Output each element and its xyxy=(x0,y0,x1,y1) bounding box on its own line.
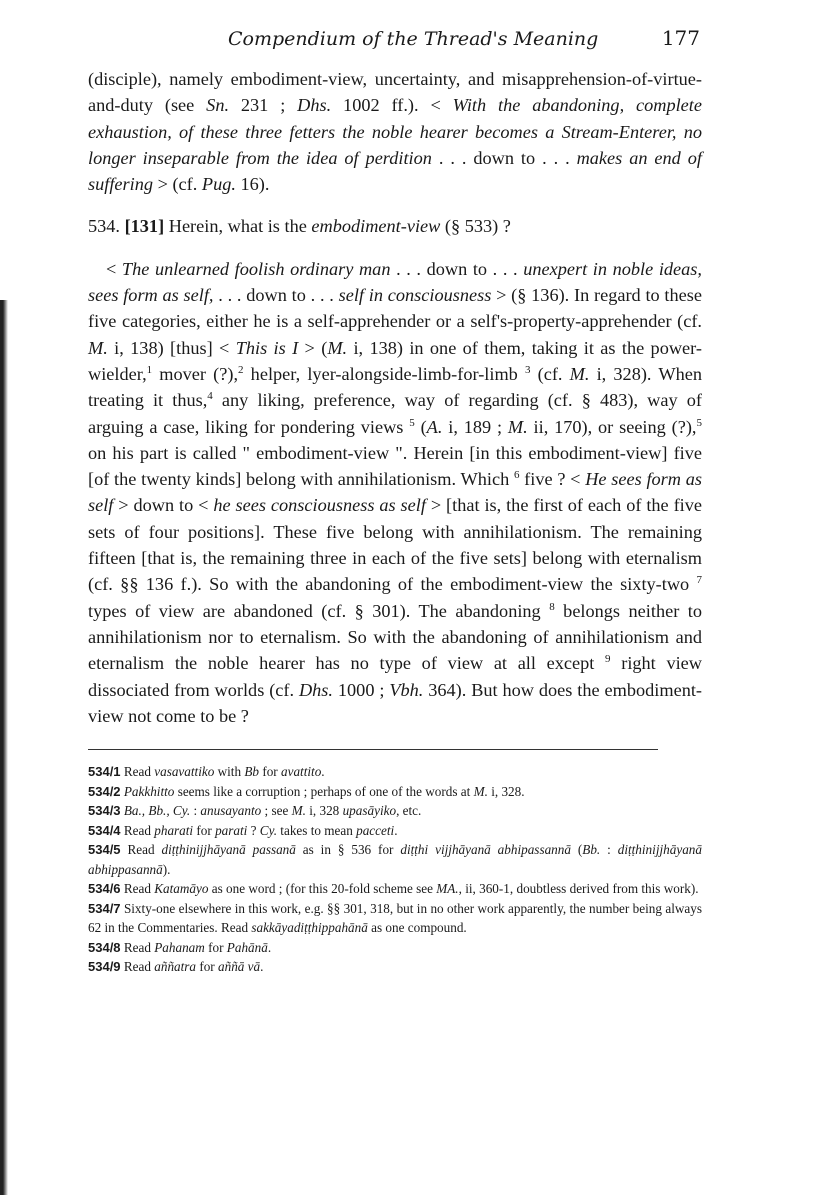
footnote-marker: 7 xyxy=(696,574,702,587)
footnote-number: 534/2 xyxy=(88,783,121,799)
pali-term: Pahanam xyxy=(154,939,205,955)
paragraph-main xyxy=(88,256,702,729)
quoted-text: With the abandoning, complete exhaustion, of these three fetters the noble hearer becomes a Stream-Enterer, no longer inseparable from the idea of perdition xyxy=(88,95,702,168)
text-span: Read xyxy=(120,939,155,955)
text-span: > [that is, the first of each of the five sets of four positions]. These five belong with annihilationism. The remaining fifteen [that is, the remaining three in each of the five sets] belong with eternalism (cf. §§ 136 f.). So with the abandoning of the embodiment-view the sixty-two xyxy=(88,495,702,595)
reference-abbrev: A. xyxy=(426,416,443,437)
text-span: any liking, preference, way of regarding (cf. § 483), way of arguing a case, liking for pondering views xyxy=(88,390,702,437)
pali-term: M. xyxy=(291,803,306,819)
text-span: . xyxy=(321,764,325,780)
text-span: . . . down to . . . xyxy=(213,285,339,306)
quoted-text: He sees form as self xyxy=(88,469,702,516)
book-page xyxy=(88,26,702,977)
reference-abbrev: Dhs. xyxy=(298,679,333,700)
pali-term: anusayanto xyxy=(200,803,262,819)
footnote-marker: 3 xyxy=(524,363,531,376)
text-span: 364). But how does the embodiment-view not come to be ? xyxy=(88,679,703,726)
reference-abbrev: Dhs. xyxy=(297,95,332,116)
text-span: takes to mean xyxy=(277,822,357,838)
pali-term: sakkāyadiṭṭhippahānā xyxy=(251,920,368,936)
quoted-text: The unlearned foolish ordinary man xyxy=(121,258,391,279)
footnote xyxy=(88,762,702,782)
footnote-marker: 8 xyxy=(549,600,555,613)
text-span: i, 189 ; xyxy=(442,416,508,437)
footnote-number: 534/8 xyxy=(88,939,121,955)
pali-term: pharati xyxy=(154,822,194,838)
pali-term: diṭṭhinijjhāyanā abhippasannā xyxy=(88,842,702,877)
text-span: (disciple), namely embodiment-view, uncertainty, and misapprehension-of-virtue-and-duty (see xyxy=(88,69,702,116)
text-span: i, 138) [thus] < xyxy=(107,337,236,358)
pali-term: upasāyiko xyxy=(342,803,397,819)
text-span: as one compound. xyxy=(367,920,467,936)
pali-term: Pahānā xyxy=(226,939,268,955)
text-span: . xyxy=(394,822,398,838)
pali-term: Bb. xyxy=(582,842,601,858)
section-number: 534. xyxy=(88,216,125,237)
text-span: > down to < xyxy=(113,495,214,516)
footnote xyxy=(88,782,702,802)
text-span: on his part is called " embodiment-view ". Herein [in this embodiment-view] five [of the twenty kinds] belong with annihilationism. Which xyxy=(88,442,702,490)
text-span: > (cf. xyxy=(153,174,202,195)
footnote-number: 534/3 xyxy=(88,803,121,819)
footnote-number: 534/1 xyxy=(88,764,121,780)
text-span: ( xyxy=(570,842,583,858)
text-span: seems like a corruption ; perhaps of one of the words at xyxy=(174,783,474,799)
pali-term: aññā vā xyxy=(218,959,261,975)
pali-term: Pakkhitto xyxy=(123,783,175,799)
reference-abbrev: Pug. xyxy=(201,174,236,195)
text-span: 1002 ff.). < xyxy=(331,95,453,116)
text-span: Read xyxy=(120,959,155,975)
running-header xyxy=(88,26,702,60)
text-span: > (§ 136). In regard to these five categories, either he is a self-apprehender or a self's-property-apprehender (cf. xyxy=(88,285,702,332)
footnote xyxy=(88,821,702,841)
text-span: types of view are abandoned (cf. § 301). The abandoning xyxy=(88,600,550,621)
text-span: . xyxy=(260,959,264,975)
footnote xyxy=(88,879,702,899)
footnote-marker: 4 xyxy=(207,390,213,403)
text-span: , ii, 360-1, doubtless derived from this work). xyxy=(458,881,699,897)
pali-term: M. xyxy=(473,783,488,799)
text-span: (cf. xyxy=(530,363,570,384)
reference-abbrev: Sn. xyxy=(206,95,230,116)
text-span: for xyxy=(259,764,281,780)
text-span: Read xyxy=(120,764,155,780)
pali-term: diṭṭhinijjhāyanā passanā xyxy=(161,842,296,858)
text-span: : xyxy=(190,803,201,819)
reference-abbrev: M. xyxy=(327,337,348,358)
text-span: > ( xyxy=(298,337,328,358)
text-span: for xyxy=(204,939,227,955)
footnote-number: 534/4 xyxy=(88,822,121,838)
pali-term: diṭṭhi vijjhāyanā abhipassannā xyxy=(400,842,571,858)
paragraph-continuation xyxy=(88,66,702,197)
pali-term: pacceti xyxy=(356,822,395,838)
text-span: ; see xyxy=(261,803,292,819)
text-span: ? xyxy=(247,822,260,838)
footnote-number: 534/6 xyxy=(88,881,121,897)
text-span: Sixty-one elsewhere in this work, e.g. §§ 301, 318, but in no other work apparently, the number being always 62 in the Commentaries. Read xyxy=(88,900,702,936)
pali-term: parati xyxy=(215,822,248,838)
footnote-number: 534/7 xyxy=(88,900,121,916)
reference-abbrev: M. xyxy=(88,337,108,358)
footnote xyxy=(88,938,702,958)
pali-term: vasavattiko xyxy=(154,764,215,780)
text-span: (§ 533) ? xyxy=(440,216,511,237)
text-span: . . . down to . . . xyxy=(431,147,577,168)
pali-term: aññatra xyxy=(154,959,197,975)
footnote-marker: 1 xyxy=(146,363,153,376)
pali-term: Cy. xyxy=(259,822,277,838)
text-span: mover (?), xyxy=(152,363,239,384)
text-span: ii, 170), or seeing (?), xyxy=(527,416,697,437)
pali-term: Bb xyxy=(244,764,260,780)
footnote-number: 534/9 xyxy=(88,959,121,975)
term: embodiment-view xyxy=(311,216,441,237)
text-span: . . . down to . . . xyxy=(390,258,524,279)
text-span: for xyxy=(193,822,216,838)
footnote xyxy=(88,899,702,938)
footnote-marker: 5 xyxy=(696,416,702,429)
pali-term: avattito xyxy=(281,764,322,780)
text-span: i, 328. xyxy=(487,783,525,799)
body-text xyxy=(88,66,702,729)
text-span: as in § 536 for xyxy=(295,842,401,858)
text-span: belongs neither to annihilationism nor to eternalism. So with the abandoning of annihilationism and eternalism the noble hearer has no type of view at all except xyxy=(88,600,702,674)
footnote-marker: 9 xyxy=(605,653,611,666)
reference-abbrev: M. xyxy=(507,416,528,437)
footnote xyxy=(88,957,702,977)
text-span: . xyxy=(267,939,272,955)
quoted-text: self in consciousness xyxy=(338,285,492,306)
footnote-divider xyxy=(88,749,658,750)
text-span: i, 328). When treating it thus, xyxy=(88,363,702,411)
page-number: 177 xyxy=(661,26,700,50)
text-span: : xyxy=(600,842,618,858)
text-span: Herein, what is the xyxy=(164,216,312,237)
text-span: for xyxy=(196,959,218,975)
text-span: < xyxy=(106,258,122,279)
text-span: right view dissociated from worlds (cf. xyxy=(88,653,702,700)
reference-abbrev: Vbh. xyxy=(389,679,424,700)
text-span: with xyxy=(214,764,245,780)
quoted-text: unexpert in noble ideas, sees form as self, xyxy=(88,258,702,306)
text-span: as one word ; (for this 20-fold scheme see xyxy=(208,881,437,897)
text-span: 1000 ; xyxy=(333,679,390,700)
text-span: ( xyxy=(414,416,427,437)
footnote-number: 534/5 xyxy=(88,842,121,858)
text-span: five ? < xyxy=(519,469,586,490)
running-title: Compendium of the Thread's Meaning xyxy=(228,28,599,50)
pali-term: Ba., Bb., Cy. xyxy=(123,803,191,819)
footnote-marker: 5 xyxy=(409,416,415,429)
page-marker: [131] xyxy=(124,216,165,237)
text-span: helper, lyer-alongside-limb-for-limb xyxy=(243,363,525,384)
footnote-marker: 6 xyxy=(513,469,520,482)
section-heading-534 xyxy=(88,213,702,239)
footnotes xyxy=(88,762,702,977)
pali-term: Katamāyo xyxy=(154,881,209,897)
text-span: 231 ; xyxy=(229,95,298,116)
text-span: ). xyxy=(162,861,171,877)
text-span: , etc. xyxy=(396,803,422,819)
pali-term: MA. xyxy=(436,881,459,897)
quoted-text: makes an end of suffering xyxy=(88,147,702,195)
text-span: Read xyxy=(120,842,162,858)
text-span: 16). xyxy=(235,174,270,195)
footnote-marker: 2 xyxy=(238,363,244,376)
quoted-text: he sees consciousness as self xyxy=(213,495,426,516)
text-span: Read xyxy=(120,881,155,897)
text-span: i, 328 xyxy=(305,803,343,819)
quoted-text: This is I xyxy=(235,337,299,358)
text-span: i, 138) in one of them, taking it as the power-wielder, xyxy=(88,337,702,384)
footnote xyxy=(88,840,702,879)
scan-binding-edge xyxy=(0,300,8,1195)
footnote xyxy=(88,801,702,821)
text-span: Read xyxy=(120,822,155,838)
reference-abbrev: M. xyxy=(569,363,590,384)
